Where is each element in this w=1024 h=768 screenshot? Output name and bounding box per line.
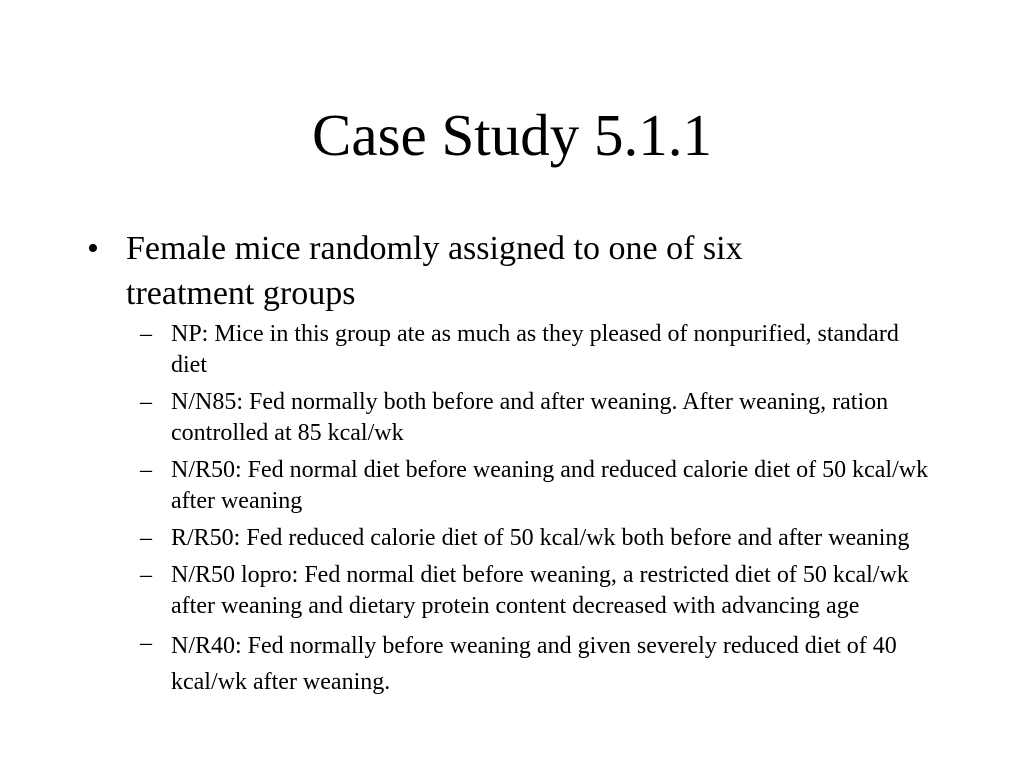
sub-bullet-text: N/N85: Fed normally both before and after weaning. After weaning, ration controlled at 85 kcal/wk	[171, 389, 889, 446]
sub-bullet-text: N/R50: Fed normal diet before weaning and reduced calorie diet of 50 kcal/wk after weaning	[171, 457, 929, 514]
sub-bullet-text: NP: Mice in this group ate as much as they pleased of nonpurified, standard diet	[171, 321, 899, 378]
sub-bullet-text: N/R50 lopro: Fed normal diet before weaning, a restricted diet of 50 kcal/wk after weaning and dietary protein content decreased with advancing age	[171, 562, 909, 619]
dash-marker: –	[140, 457, 152, 483]
dash-marker: –	[140, 630, 152, 656]
sub-bullet-n-r40	[140, 628, 940, 700]
sub-bullet-r-r50	[140, 523, 940, 554]
sub-bullet-text: R/R50: Fed reduced calorie diet of 50 kcal/wk both before and after weaning	[171, 525, 910, 551]
sub-bullet-n-r50	[140, 455, 940, 517]
sub-bullet-list	[140, 319, 940, 706]
dash-marker: –	[140, 321, 152, 347]
dash-marker: –	[140, 562, 152, 588]
sub-bullet-text: N/R40: Fed normally before weaning and given severely reduced diet of 40 kcal/wk after weaning.	[171, 633, 897, 695]
main-bullet-text: Female mice randomly assigned to one of six treatment groups	[126, 230, 743, 312]
dash-marker: –	[140, 525, 152, 551]
slide-title: Case Study 5.1.1	[312, 102, 712, 168]
dash-marker: –	[140, 389, 152, 415]
bullet-marker: •	[87, 230, 99, 267]
sub-bullet-n-r50-lopro	[140, 560, 940, 622]
sub-bullet-np	[140, 319, 940, 381]
sub-bullet-n-n85	[140, 387, 940, 449]
main-bullet	[87, 226, 877, 316]
